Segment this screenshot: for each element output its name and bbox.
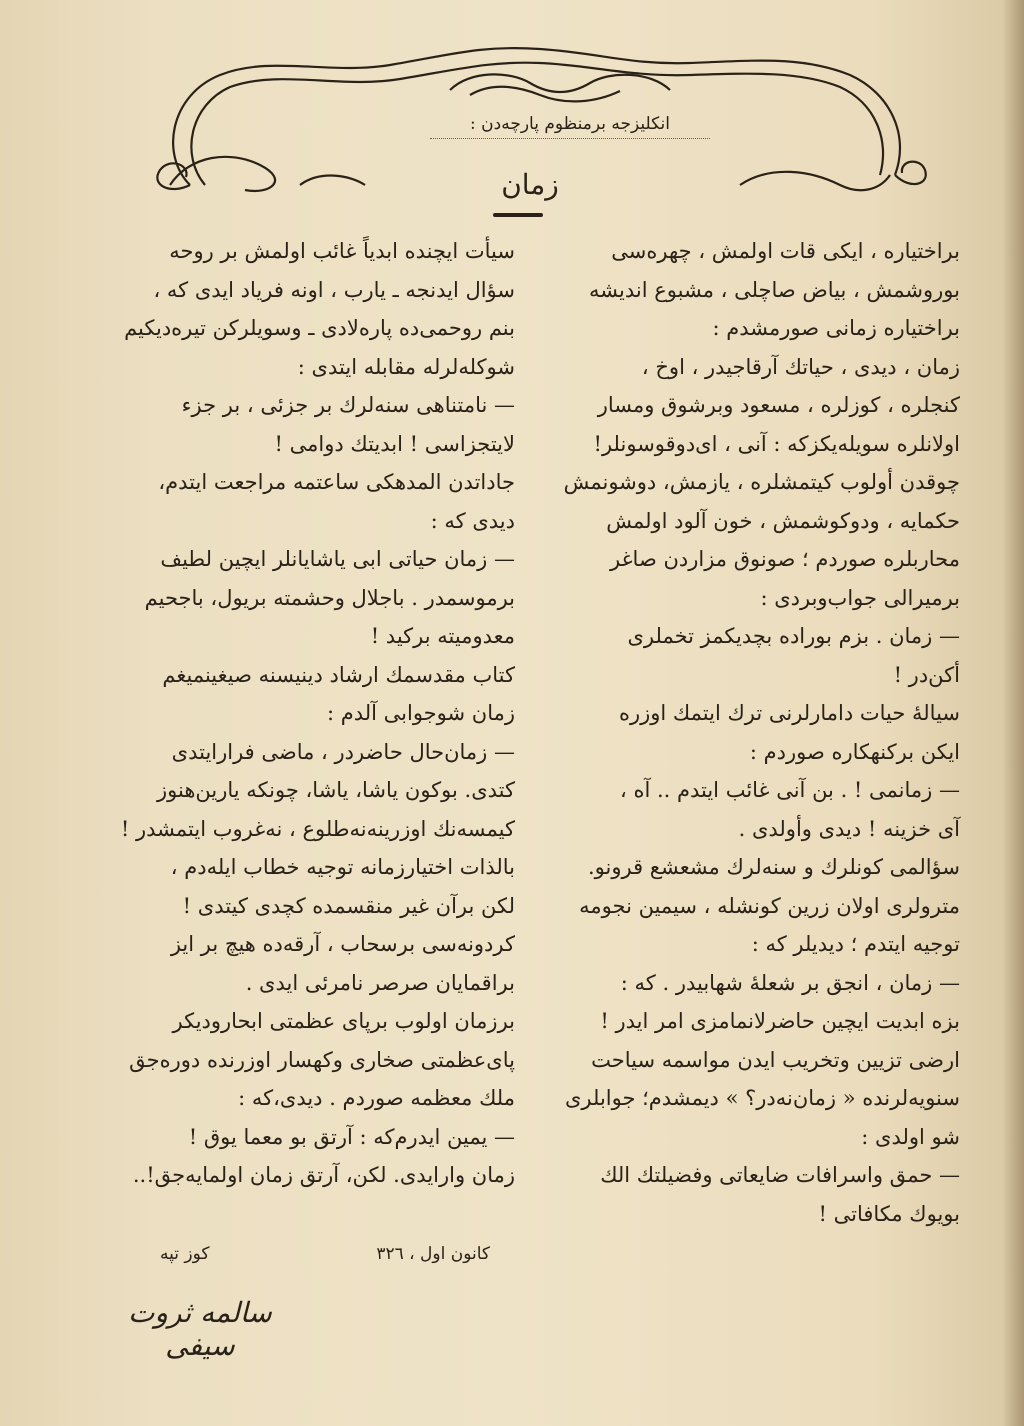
text-line: كتاب مقدسمك ارشاد دینیسنه صیغینمیغم: [162, 662, 515, 687]
text-line: مترولری اولان زرین كونشله ، سیمین نجومه: [579, 893, 960, 918]
title-divider: [493, 213, 543, 217]
text-line: بنم روحمی‌ده پاره‌لادی ـ وسویلركن تیره‌دیكیم: [124, 316, 515, 340]
text-line: توجیه ایتدم ؛ دیدیلر كه :: [751, 932, 960, 956]
text-line: براختیاره زمانی صورمشدم :: [712, 316, 960, 340]
text-line: شوكله‌لرله مقابله ایتدی :: [297, 354, 515, 379]
text-line: زمان شوجوابی آلدم :: [326, 701, 515, 725]
text-line: كتدی. بوكون یاشا، یاشا، چونكه یارین‌هنوز: [157, 778, 515, 802]
poem-place: كوز تپه: [160, 1244, 210, 1264]
text-line: لكن برآن غیر منقسمده كچدی كیتدی !: [182, 893, 515, 918]
text-line: — حمق واسرافات ضایعاتی وفضیلتك الك: [600, 1163, 960, 1187]
text-line: براختیاره ، ایکی قات اولمش ، چهره‌سی: [611, 239, 960, 263]
text-line: سؤالمی كونلرك و سنه‌لرك مشعشع قرونو.: [587, 855, 960, 879]
text-line: — زمان حیاتی ابی یاشایانلر ایچین لطیف: [160, 547, 515, 571]
text-line: معدومیته برکید !: [370, 624, 515, 648]
text-line: زمان ، دیدی ، حیاتك آرقاجیدر ، اوخ ،: [641, 354, 960, 379]
text-line: — زمان ، انجق بر شعله‌ٔ شهابیدر . كه :: [620, 970, 960, 995]
text-line: كردونه‌سی برسحاب ، آرقه‌ده هیچ بر ایز: [170, 932, 515, 956]
date-place-line: [160, 1244, 490, 1264]
text-line: كیمسه‌نك اوزرینه‌نه‌طلوع ، نه‌غروب ایتمشدر !: [120, 816, 515, 841]
text-line: چوقدن أولوب كیتمشلره ، یازمش، دوشونمش: [563, 470, 960, 494]
text-line: برمیرالی جواب‌وبردی :: [760, 585, 960, 610]
text-line: جاداتدن المدهكی ساعتمه مراجعت ایتدم،: [158, 470, 515, 494]
text-line: ایكن بركنهكاره صوردم :: [749, 739, 960, 764]
author-signature: سالمه ثروت سیفی: [128, 1296, 272, 1362]
text-line: بویوك مكافاتی !: [818, 1201, 960, 1226]
text-line: سنویه‌لرنده « زمان‌نه‌در؟ » دیمشدم؛ جوابلری: [564, 1086, 960, 1110]
text-line: بوروشمش ، بیاض صاچلی ، مشبوع اندیشه: [589, 277, 960, 302]
text-line: ارضی تزیین وتخریب ایدن مواسمه سیاحت: [591, 1047, 960, 1072]
text-line: — زمانمی ! . بن آنی غائب ایتدم .. آه ،: [619, 778, 960, 802]
poem-title: زمان: [501, 168, 559, 201]
text-line: حكمایه ، ودوكوشمش ، خون آلود اولمش: [606, 508, 960, 533]
text-line: بزه ابدیت ایچین حاضرلانمامزی امر ایدر !: [600, 1009, 960, 1033]
text-line: — نامتناهی سنه‌لرك بر جزئی ، بر جزء: [181, 393, 515, 417]
text-line: محاربلره صوردم ؛ صونوق مزاردن صاغر: [609, 547, 960, 571]
text-line: سیأت ایچنده ابدیاً غائب اولمش بر روحه: [169, 239, 515, 263]
text-line: دیدی كه :: [430, 508, 515, 533]
text-line: سؤال ایدنجه ـ یارب ، اونه فریاد ایدی كه ،: [153, 277, 515, 302]
text-line: شو اولدی :: [861, 1124, 960, 1149]
text-line: براقمایان صرصر نامرئی ایدی .: [245, 970, 515, 995]
page-edge-shadow: [1002, 0, 1024, 1426]
text-line: برزمان اولوب برپای عظمتی ابحاروديكر: [172, 1009, 515, 1033]
poem-date: كانون اول ، ٣٢٦: [376, 1244, 490, 1264]
text-line: آی خزینه ! دیدی وأولدی .: [738, 816, 960, 841]
text-line: — یمین ایدرم‌كه : آرتق بو معما یوق !: [188, 1124, 515, 1149]
text-line: ملك معظمه صوردم . دیدی،كه :: [238, 1086, 515, 1110]
text-line: — زمان . بزم بوراده بچدیکمز تخملری: [627, 624, 960, 648]
text-line: لایتجزاسی ! ابدیتك دوامی !: [274, 431, 515, 456]
poem-subtitle: انكليزجه برمنظوم پارچه‌دن :: [430, 114, 710, 139]
text-line: — زمان‌حال حاضردر ، ماضی فرارایتدی: [171, 739, 515, 764]
text-line: اولانلره سویله‌یکزکه : آنی ، ای‌دوقوسونلر!: [593, 431, 960, 456]
right-column: [540, 232, 960, 1233]
text-line: برموسمدر . باجلال وحشمته بریول، باجحیم: [144, 585, 515, 610]
text-line: سیاله‌ٔ حیات دامارلرنی ترك ایتمك اوزره: [618, 701, 960, 725]
text-line: كنجلره ، كوزلره ، مسعود وبرشوق ومسار: [597, 393, 960, 417]
left-column: [95, 232, 515, 1195]
text-line: پای‌عظمتی صخاری وكهسار اوزرنده دوره‌جق: [129, 1047, 515, 1072]
text-line: زمان وارایدی. لكن، آرتق زمان اولمایه‌جق!..: [132, 1163, 515, 1187]
text-line: بالذات اختیارزمانه توجیه خطاب ایله‌دم ،: [170, 855, 515, 879]
text-line: أكن‌در !: [893, 662, 960, 687]
